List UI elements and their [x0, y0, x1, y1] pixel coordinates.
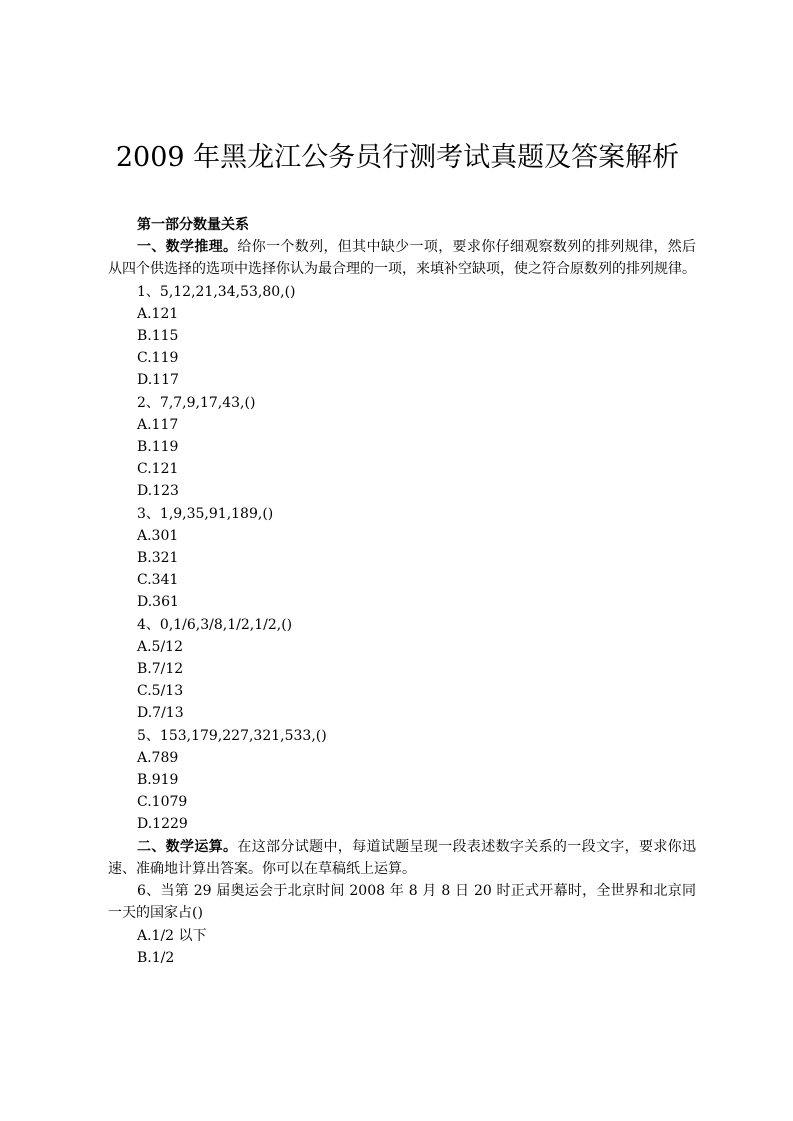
question-stem: 4、0,1/6,3/8,1/2,1/2,()	[137, 616, 293, 633]
option-b: B.119	[137, 439, 179, 456]
question-stem: 3、1,9,35,91,189,()	[137, 505, 274, 522]
question-3	[108, 503, 696, 614]
option-c: C.341	[137, 572, 179, 589]
option-b: B.115	[137, 328, 179, 345]
option-d: D.361	[137, 594, 179, 611]
question-6	[108, 880, 696, 969]
option-d: D.117	[137, 372, 179, 389]
question-5	[108, 725, 696, 836]
part-heading: 第一部分数量关系	[137, 217, 249, 233]
option-b: B.1/2	[137, 949, 175, 966]
section1-paragraph	[108, 236, 696, 280]
option-d: D.123	[137, 483, 179, 500]
section2-heading: 二、数学运算。	[137, 838, 238, 855]
question-stem: 1、5,12,21,34,53,80,()	[137, 283, 296, 300]
option-b: B.919	[137, 772, 179, 789]
option-b: B.321	[137, 550, 179, 567]
option-d: D.7/13	[137, 705, 184, 722]
section1-heading: 一、数学推理。	[137, 239, 238, 256]
option-c: C.119	[137, 350, 179, 367]
option-b: B.7/12	[137, 661, 184, 678]
document-title: 2009 年黑龙江公务员行测考试真题及答案解析	[115, 142, 680, 173]
document-body	[108, 214, 696, 969]
question-4	[108, 614, 696, 725]
section1-instructions: 给你一个数列，但其中缺少一项，要求你仔细观察数列的排列规律，然后从四个供选择的选项中选择你认为最合理的一项，来填补空缺项，使之符合原数列的排列规律。	[108, 239, 697, 278]
section2-instructions: 在这部分试题中，每道试题呈现一段表述数字关系的一段文字，要求你迅速、准确地计算出答案。你可以在草稿纸上运算。	[108, 838, 697, 877]
question-2	[108, 392, 696, 503]
question-stem: 6、当第 29 届奥运会于北京时间 2008 年 8 月 8 日 20 时正式开幕时，全世界和北京同一天的国家占()	[108, 883, 696, 922]
option-a: A.121	[137, 305, 179, 322]
question-stem: 2、7,7,9,17,43,()	[137, 394, 256, 411]
question-1	[108, 281, 696, 392]
option-a: A.1/2 以下	[137, 927, 207, 944]
option-c: C.121	[137, 461, 179, 478]
section2-paragraph	[108, 836, 696, 880]
option-a: A.5/12	[137, 638, 183, 655]
option-a: A.301	[137, 527, 179, 544]
question-stem: 5、153,179,227,321,533,()	[137, 727, 327, 744]
option-a: A.789	[137, 749, 179, 766]
option-a: A.117	[137, 416, 179, 433]
option-d: D.1229	[137, 816, 188, 833]
option-c: C.1079	[137, 794, 188, 811]
option-c: C.5/13	[137, 683, 184, 700]
